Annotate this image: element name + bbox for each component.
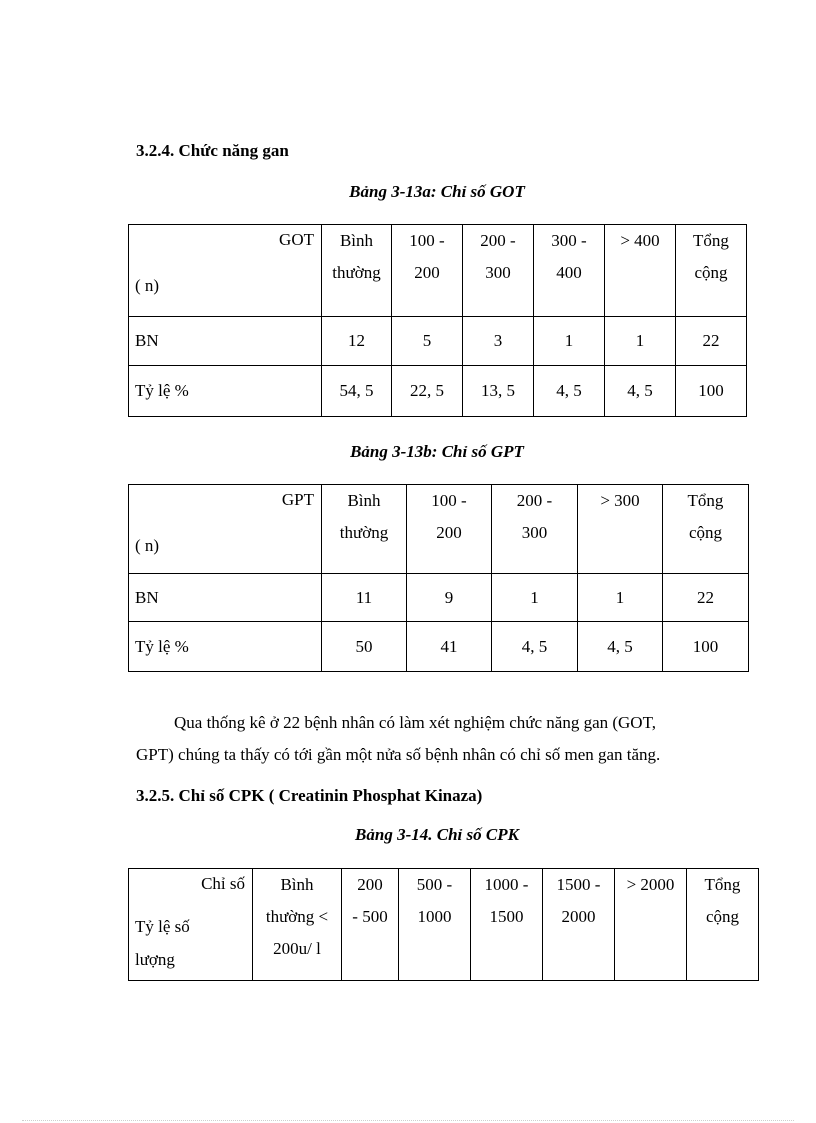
gpt-col-header: Tổng cộng [663, 485, 749, 574]
row-label: BN [129, 574, 322, 622]
cpk-col-header: Tổng cộng [687, 869, 759, 981]
row-label: BN [129, 317, 322, 366]
got-corner-cell [129, 225, 322, 317]
got-col-header: 200 - 300 [463, 225, 534, 317]
section-heading-3-2-4: 3.2.4. Chức năng gan [136, 141, 289, 160]
gpt-col-header: > 300 [578, 485, 663, 574]
table-cell: 1 [578, 574, 663, 622]
table-cell: 5 [392, 317, 463, 366]
gpt-corner-n: ( n) [135, 536, 160, 555]
gpt-col-header: 100 - 200 [407, 485, 492, 574]
gpt-header-row [129, 485, 749, 574]
table-cell: 1 [492, 574, 578, 622]
table-cell: 3 [463, 317, 534, 366]
paragraph-line-1: Qua thống kê ở 22 bệnh nhân có làm xét nghiệm chức năng gan (GOT, [174, 713, 656, 732]
row-label: Tỷ lệ % [129, 366, 322, 417]
row-label: Tỷ lệ % [129, 622, 322, 672]
table-row [129, 317, 747, 366]
table-got-caption: Bảng 3-13a: Chỉ số GOT [349, 182, 525, 201]
table-row [129, 574, 749, 622]
cpk-col-header: Bình thường < 200u/ l [253, 869, 342, 981]
cpk-corner-rate: Tỷ lệ số [135, 917, 190, 936]
table-cell: 22, 5 [392, 366, 463, 417]
cpk-table [128, 868, 759, 981]
cpk-col-header: 1000 - 1500 [471, 869, 543, 981]
table-cell: 100 [663, 622, 749, 672]
table-cell: 22 [663, 574, 749, 622]
table-cpk-caption: Bảng 3-14. Chỉ số CPK [355, 825, 519, 844]
cpk-corner-count: lượng [135, 950, 175, 969]
table-cell: 9 [407, 574, 492, 622]
table-cell: 4, 5 [534, 366, 605, 417]
table-cell: 54, 5 [322, 366, 392, 417]
got-table [128, 224, 747, 417]
table-cell: 13, 5 [463, 366, 534, 417]
table-cell: 100 [676, 366, 747, 417]
got-col-header: 100 - 200 [392, 225, 463, 317]
gpt-corner-cell [129, 485, 322, 574]
gpt-col-header: Bình thường [322, 485, 407, 574]
got-corner-label: GOT [279, 230, 314, 249]
table-cell: 11 [322, 574, 407, 622]
cpk-col-header: 200 - 500 [342, 869, 399, 981]
got-col-header: Tổng cộng [676, 225, 747, 317]
cpk-col-header: 500 - 1000 [399, 869, 471, 981]
table-cell: 41 [407, 622, 492, 672]
table-cell: 4, 5 [492, 622, 578, 672]
table-cell: 50 [322, 622, 407, 672]
got-col-header: 300 - 400 [534, 225, 605, 317]
paragraph-line-2: GPT) chúng ta thấy có tới gần một nửa số bệnh nhân có chỉ số men gan tăng. [136, 745, 661, 764]
table-cell: 1 [605, 317, 676, 366]
table-row [129, 366, 747, 417]
table-cell: 12 [322, 317, 392, 366]
cpk-col-header: 1500 - 2000 [543, 869, 615, 981]
table-cell: 1 [534, 317, 605, 366]
table-cell: 4, 5 [605, 366, 676, 417]
got-col-header: > 400 [605, 225, 676, 317]
cpk-corner-label: Chỉ số [201, 874, 245, 893]
paragraph [136, 707, 726, 771]
gpt-corner-label: GPT [281, 490, 314, 509]
section-heading-3-2-5: 3.2.5. Chỉ số CPK ( Creatinin Phosphat Kinaza) [136, 786, 483, 805]
table-gpt-caption: Bảng 3-13b: Chỉ số GPT [350, 442, 524, 461]
page-bottom-divider [22, 1120, 794, 1121]
cpk-header-row [129, 869, 759, 981]
cpk-col-header: > 2000 [615, 869, 687, 981]
got-col-header: Bình thường [322, 225, 392, 317]
gpt-table [128, 484, 749, 672]
got-header-row [129, 225, 747, 317]
got-corner-n: ( n) [135, 276, 160, 295]
table-cell: 4, 5 [578, 622, 663, 672]
cpk-corner-cell [129, 869, 253, 981]
table-cell: 22 [676, 317, 747, 366]
gpt-col-header: 200 - 300 [492, 485, 578, 574]
table-row [129, 622, 749, 672]
